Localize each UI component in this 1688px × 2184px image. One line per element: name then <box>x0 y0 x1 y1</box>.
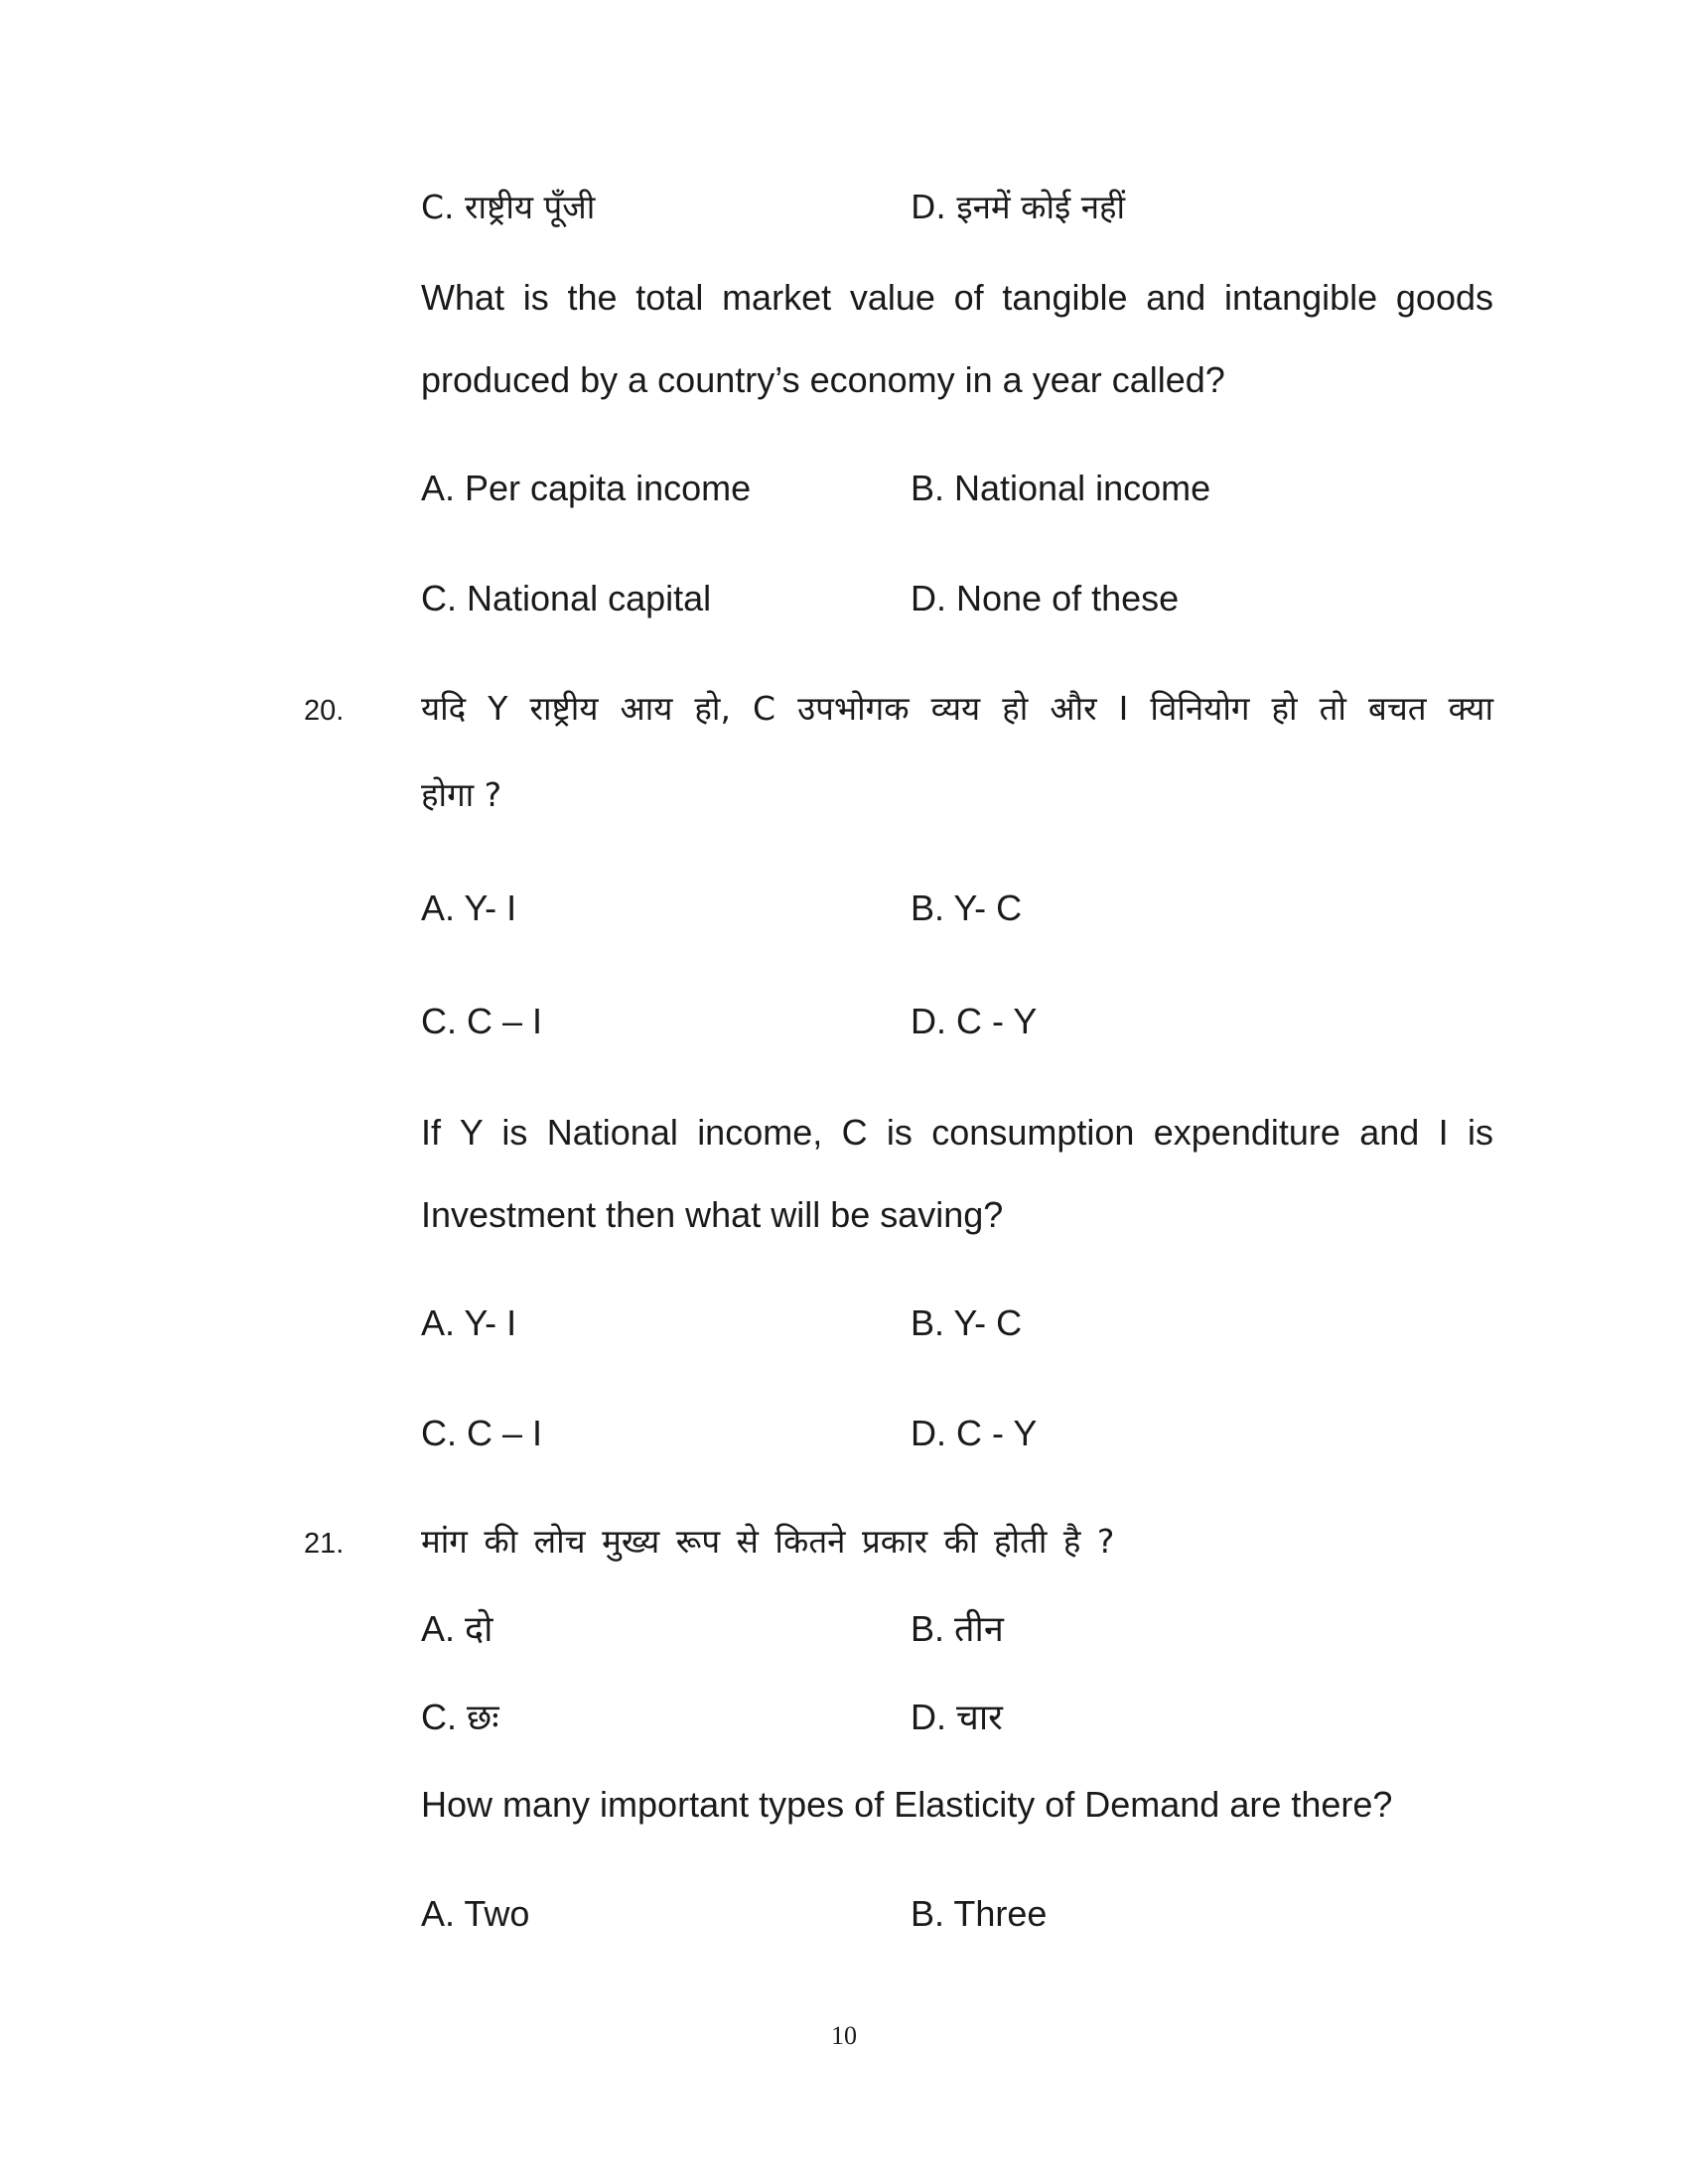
option-b: B. National income <box>911 468 1211 508</box>
question-english-line: If Y is National income, C is consumption expenditure and I is <box>421 1112 1493 1153</box>
option-b: B. तीन <box>911 1608 1004 1649</box>
option-b: B. Y- C <box>911 887 1023 928</box>
option-b: B. Three <box>911 1893 1048 1934</box>
page-number: 10 <box>831 2021 857 2050</box>
option-c: C. C – I <box>421 1001 543 1041</box>
option-d-hindi: D. इनमें कोई नहीं <box>911 188 1126 226</box>
question-number: 21. <box>304 1528 345 1560</box>
option-b: B. Y- C <box>911 1302 1023 1343</box>
option-a: A. Two <box>421 1893 530 1934</box>
option-d: D. C - Y <box>911 1413 1038 1453</box>
option-d: D. None of these <box>911 578 1180 618</box>
option-a: A. Per capita income <box>421 468 752 508</box>
question-hindi-line: यदि Y राष्ट्रीय आय हो, C उपभोगक व्यय हो और I विनियोग हो तो बचत क्या <box>421 689 1493 728</box>
option-c: C. C – I <box>421 1413 543 1453</box>
option-a: A. दो <box>421 1608 493 1649</box>
option-c-hindi: C. राष्ट्रीय पूँजी <box>421 188 596 226</box>
question-english: How many important types of Elasticity of Demand are there? <box>421 1784 1393 1825</box>
option-d: D. C - Y <box>911 1001 1038 1041</box>
question-hindi: मांग की लोच मुख्य रूप से कितने प्रकार की होती है ? <box>421 1522 1115 1561</box>
option-c: C. छः <box>421 1697 499 1737</box>
option-d: D. चार <box>911 1697 1003 1737</box>
question-number: 20. <box>304 695 345 727</box>
question-english-line: Investment then what will be saving? <box>421 1194 1004 1235</box>
question-english-line: produced by a country’s economy in a year called? <box>421 359 1225 400</box>
question-hindi-line: होगा ? <box>421 775 502 814</box>
question-english-line: What is the total market value of tangible and intangible goods <box>421 277 1493 318</box>
option-c: C. National capital <box>421 578 712 618</box>
option-a: A. Y- I <box>421 887 517 928</box>
option-a: A. Y- I <box>421 1302 517 1343</box>
